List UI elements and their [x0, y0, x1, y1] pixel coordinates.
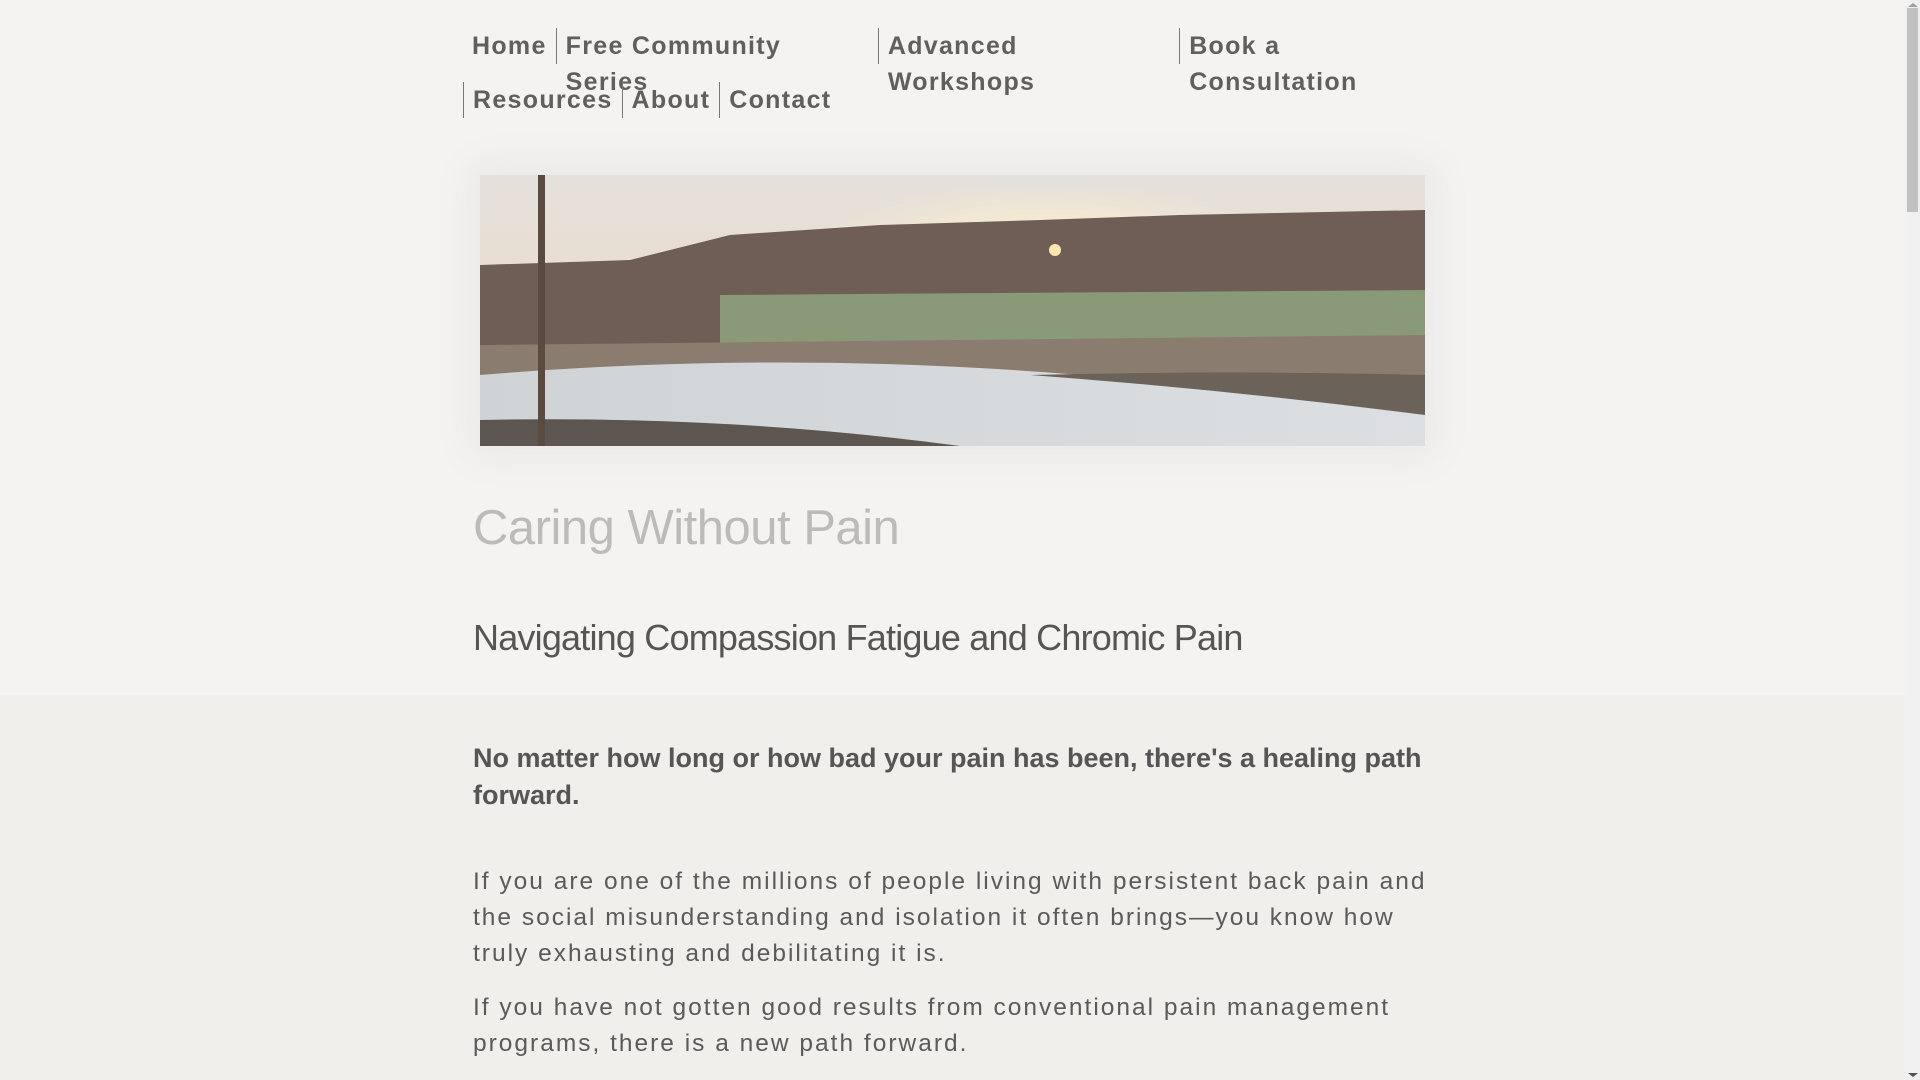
main-nav: [463, 28, 1463, 136]
page-subtitle: Navigating Compassion Fatigue and Chromic Pain: [473, 617, 1243, 658]
lead-text: No matter how long or how bad your pain has been, there's a healing path forward.: [473, 743, 1422, 810]
scrollbar-thumb[interactable]: [1907, 8, 1918, 212]
body-paragraph: If you have not gotten good results from conventional pain management programs, there is a new path forward.: [473, 994, 1391, 1057]
landscape-sunset-photo-icon: [480, 175, 1425, 446]
scroll-down-arrow-icon[interactable]: [1908, 1073, 1918, 1077]
vertical-scrollbar[interactable]: [1905, 0, 1920, 1080]
body-paragraph: If you are one of the millions of people living with persistent back pain and the social misunderstanding and isolation it often brings—you know how truly exhausting and debilitating it is.: [473, 868, 1427, 967]
page-title: Caring Without Pain: [473, 501, 900, 555]
nav-free-community-series[interactable]: Free Community Series: [556, 28, 878, 64]
nav-home[interactable]: Home: [472, 32, 547, 60]
scroll-up-arrow-icon[interactable]: [1908, 3, 1918, 7]
nav-contact[interactable]: Contact: [719, 82, 840, 118]
hero-image: [480, 175, 1425, 446]
nav-about[interactable]: About: [622, 82, 720, 118]
nav-resources[interactable]: Resources: [463, 82, 622, 118]
nav-advanced-workshops[interactable]: Advanced Workshops: [878, 28, 1179, 64]
nav-book-consultation[interactable]: Book a Consultation: [1179, 28, 1463, 64]
